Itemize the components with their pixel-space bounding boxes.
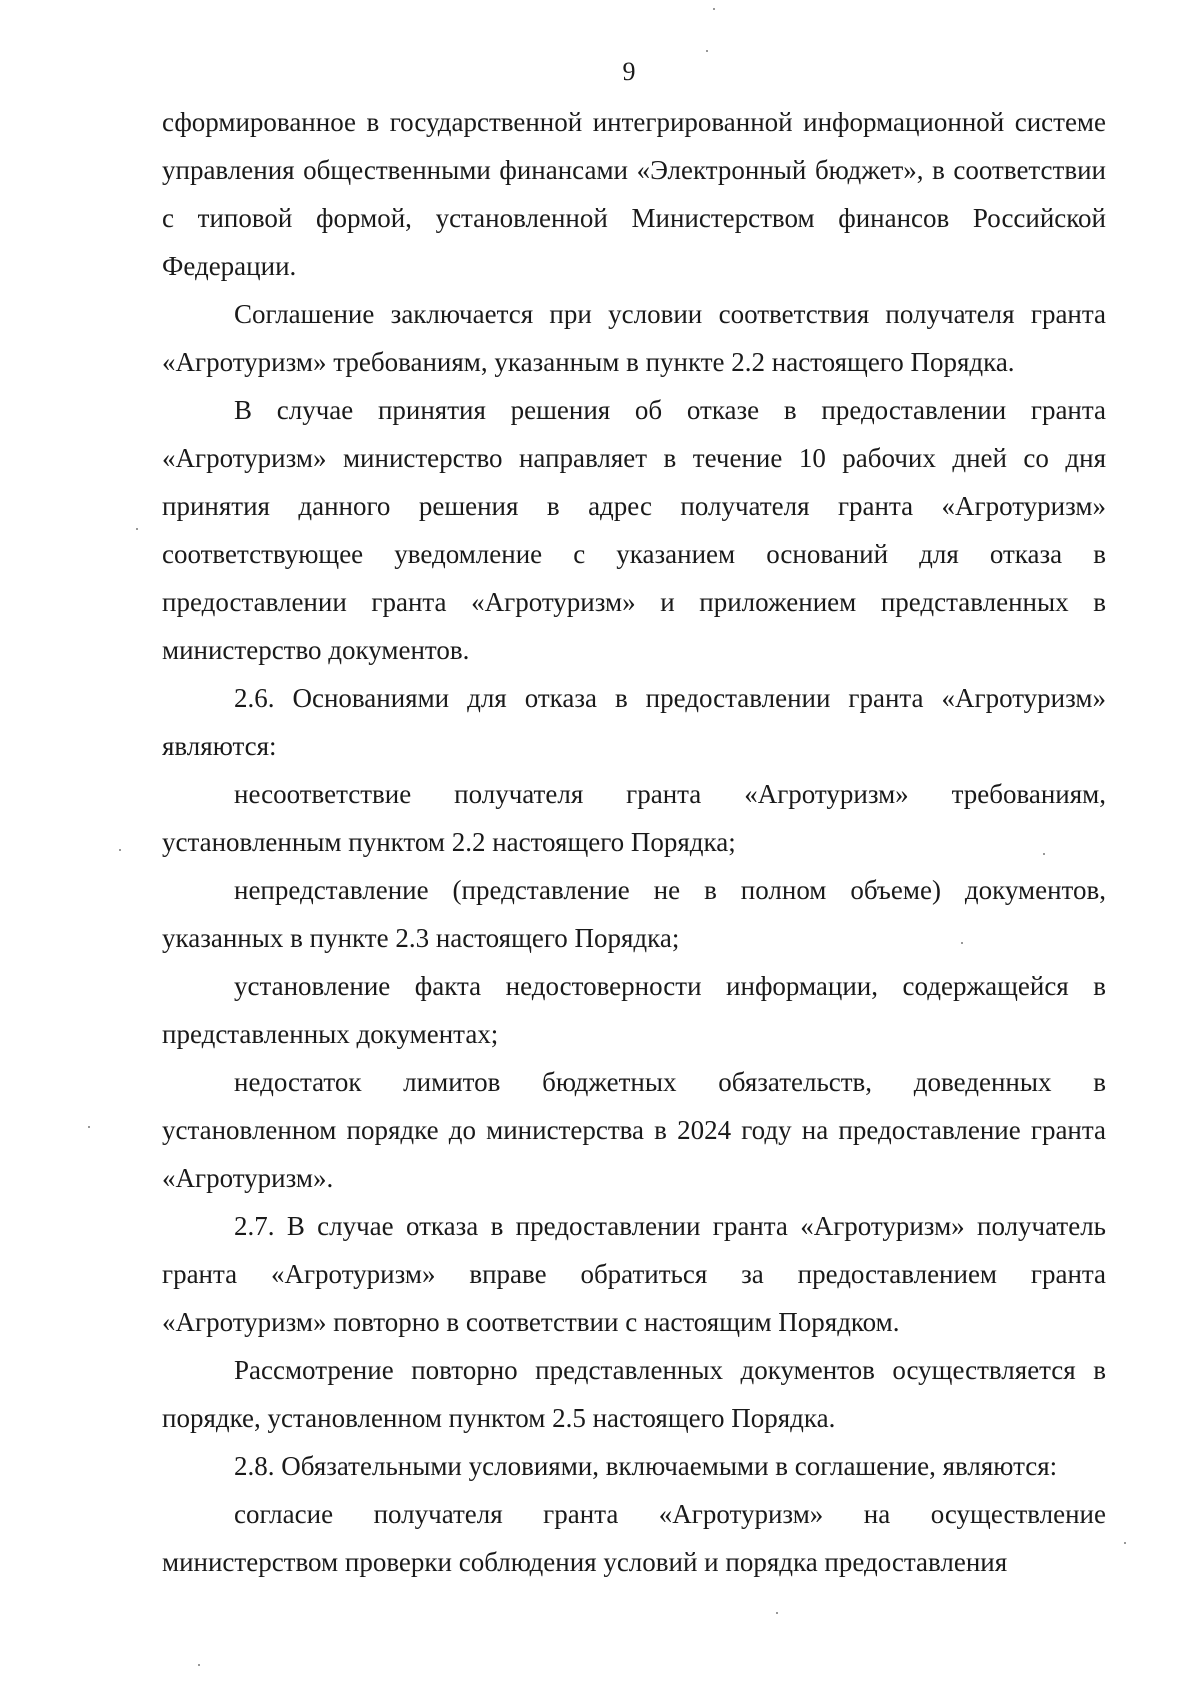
paragraph-7: установление факта недостоверности информации, содержащейся в представленных документах; (162, 971, 1106, 1049)
document-body (162, 98, 1106, 1586)
scan-speck (706, 50, 708, 52)
scan-speck (119, 849, 121, 851)
scan-speck (1124, 1542, 1126, 1544)
page-number: 9 (622, 57, 636, 86)
paragraph-10: Рассмотрение повторно представленных документов осуществляется в порядке, установленном пунктом 2.5 настоящего Порядка. (162, 1355, 1106, 1433)
paragraph-3: В случае принятия решения об отказе в предоставлении гранта «Агротуризм» министерство направляет в течение 10 рабочих дней со дня принятия данного решения в адрес получателя гранта «Агротуризм» соответствующее уведомление с указанием оснований для отказа в предоставлении гранта «Агротуризм» и приложением представленных в министерство документов. (162, 395, 1106, 665)
scan-speck (713, 8, 715, 10)
scan-speck (136, 528, 138, 530)
paragraph-5: несоответствие получателя гранта «Агротуризм» требованиям, установленным пунктом 2.2 настоящего Порядка; (162, 779, 1106, 857)
paragraph-4: 2.6. Основаниями для отказа в предоставлении гранта «Агротуризм» являются: (162, 683, 1106, 761)
scan-speck (198, 1664, 200, 1666)
scan-speck (88, 1126, 90, 1128)
scan-speck (776, 1612, 778, 1614)
scan-speck (961, 942, 963, 944)
paragraph-2: Соглашение заключается при условии соответствия получателя гранта «Агротуризм» требованиям, указанным в пункте 2.2 настоящего Порядка. (162, 299, 1106, 377)
scan-speck (1043, 853, 1045, 855)
paragraph-6: непредставление (представление не в полном объеме) документов, указанных в пункте 2.3 настоящего Порядка; (162, 875, 1106, 953)
paragraph-11: 2.8. Обязательными условиями, включаемыми в соглашение, являются: (234, 1451, 1058, 1481)
paragraph-8: недостаток лимитов бюджетных обязательств, доведенных в установленном порядке до министерства в 2024 году на предоставление гранта «Агротуризм». (162, 1067, 1106, 1193)
paragraph-1: сформированное в государственной интегрированной информационной системе управления общественными финансами «Электронный бюджет», в соответствии с типовой формой, установленной Министерством финансов Российской Федерации. (162, 107, 1106, 281)
paragraph-12: согласие получателя гранта «Агротуризм» на осуществление министерством проверки соблюдения условий и порядка предоставления (162, 1499, 1106, 1577)
paragraph-9: 2.7. В случае отказа в предоставлении гранта «Агротуризм» получатель гранта «Агротуризм» вправе обратиться за предоставлением гранта «Агротуризм» повторно в соответствии с настоящим Порядком. (162, 1211, 1106, 1337)
